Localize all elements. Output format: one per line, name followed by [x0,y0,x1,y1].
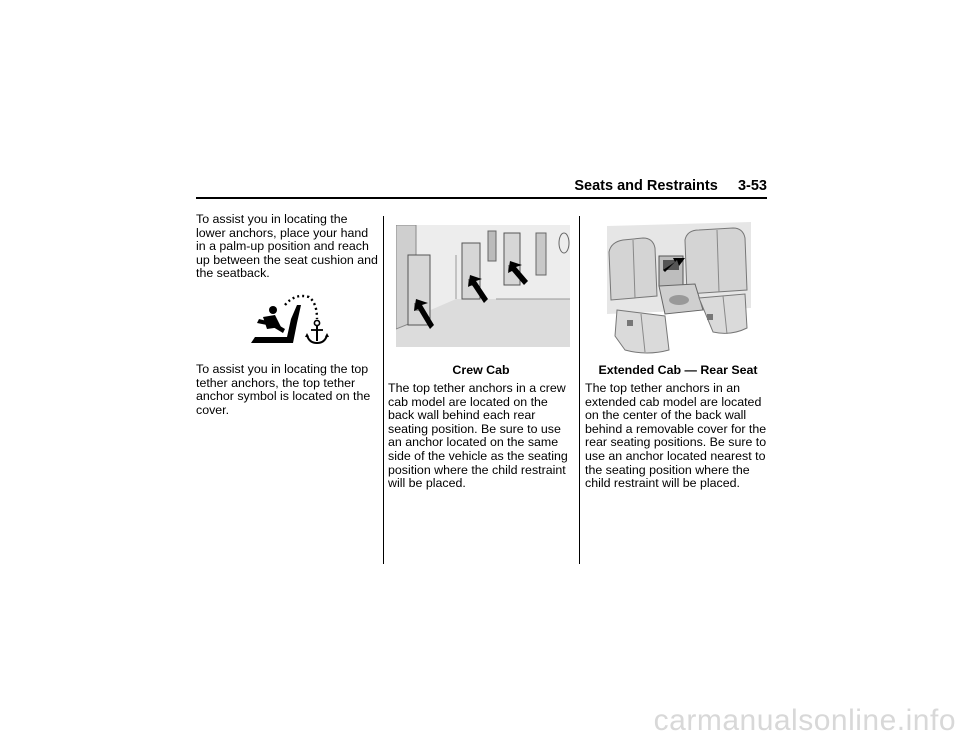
top-tether-symbol-paragraph: To assist you in locating the top tether anchors, the top tether anchor symbol is located on the cover. [196,362,371,417]
tether-anchor-icon [245,293,331,349]
header-text [574,178,767,194]
column-2 [388,363,574,491]
header-rule [196,197,767,199]
page-number: 3-53 [737,178,767,194]
column-1 [196,213,378,281]
crew-cab-caption: Crew Cab [452,363,510,377]
page-header [196,178,767,198]
extended-cab-caption: Extended Cab — Rear Seat [598,363,758,377]
section-title: Seats and Restraints [574,178,718,194]
extended-cab-paragraph: The top tether anchors in an extended cab model are located on the center of the back wall behind a removable cover for the rear seating positions. Be sure to use an anchor located nearest to the seating position where the child restraint will be placed. [585,381,767,491]
lower-anchor-paragraph: To assist you in locating the lower anchors, place your hand in a palm-up position and reach up between the seat cushion and the seatback. [196,212,378,281]
column-divider-left [383,216,384,564]
tether-anchor-symbol [245,293,331,349]
extended-cab-illustration [607,218,751,356]
crew-cab-figure [396,225,570,347]
column-divider-right [579,216,580,564]
extended-cab-figure [607,218,751,356]
crew-cab-paragraph: The top tether anchors in a crew cab model are located on the back wall behind each rear seating position. Be sure to use an anchor located on the same side of the vehicle as the seating position where the child restraint will be placed. [388,381,568,491]
watermark: carmanualsonline.info [653,704,956,737]
column-1-lower [196,363,380,417]
column-3 [585,363,771,491]
crew-cab-illustration [396,225,570,347]
